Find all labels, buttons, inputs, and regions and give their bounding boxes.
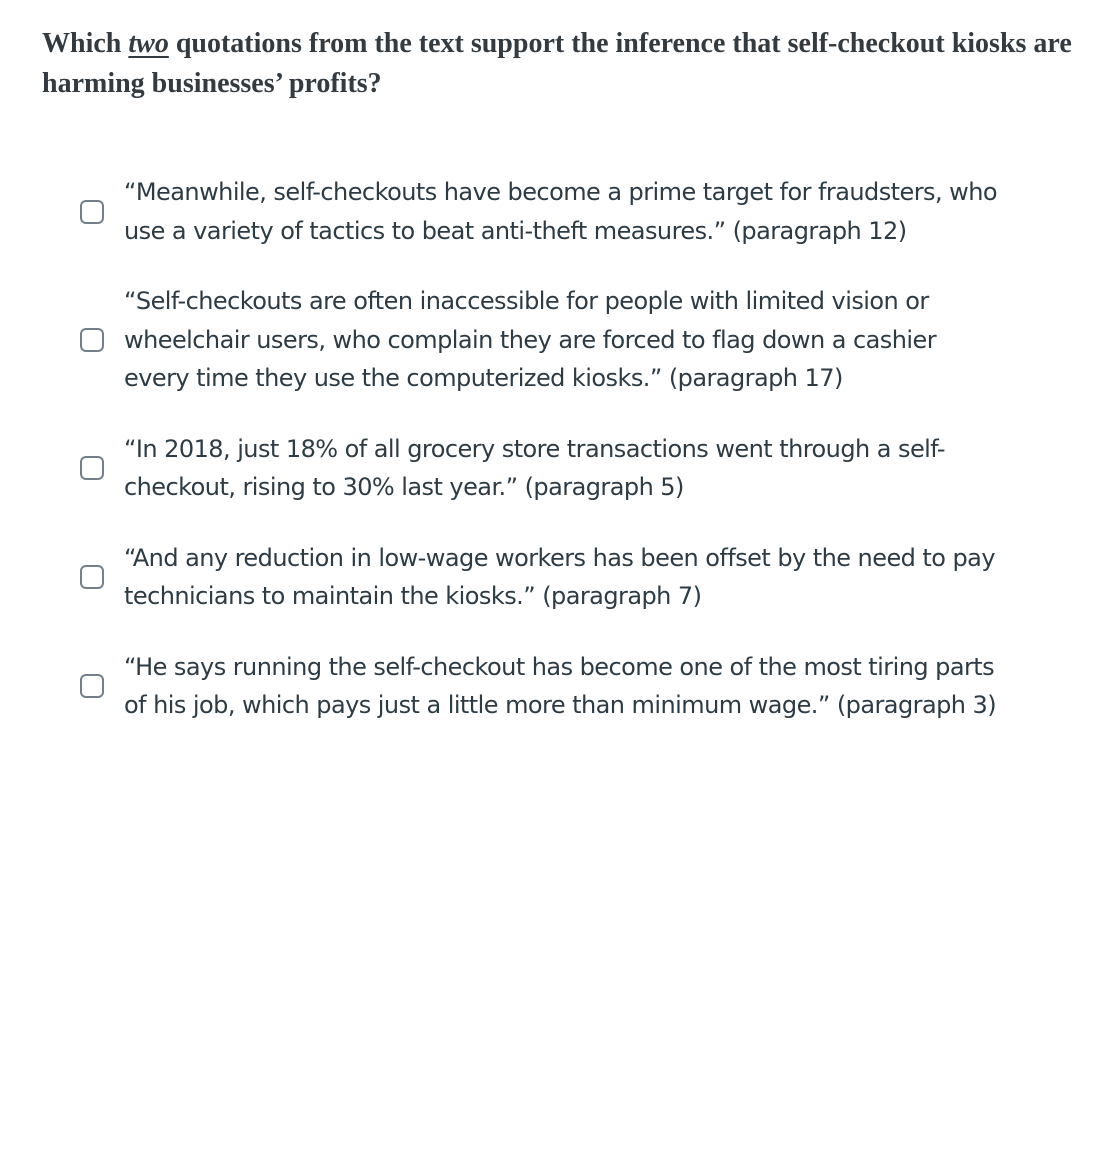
checkbox-1[interactable] (80, 200, 104, 224)
question-prefix: Which (42, 28, 129, 59)
question-text (42, 24, 1092, 104)
answer-choice-1[interactable] (80, 173, 1040, 250)
answer-choice-4[interactable] (80, 539, 1040, 616)
answer-choice-text: “He says running the self-checkout has become one of the most tiring parts of his job, which pays just a little more than minimum wage.” (paragraph 3) (124, 652, 997, 719)
answer-choice-text: “Meanwhile, self-checkouts have become a prime target for fraudsters, who use a variety of tactics to beat anti-theft measures.” (paragraph 12) (124, 178, 998, 245)
checkbox-2[interactable] (80, 328, 104, 352)
answer-choice-2[interactable] (80, 282, 1040, 398)
checkbox-5[interactable] (80, 674, 104, 698)
checkbox-3[interactable] (80, 456, 104, 480)
question-emphasis: two (128, 28, 169, 59)
answer-choice-3[interactable] (80, 430, 1040, 507)
answer-choice-5[interactable] (80, 648, 1040, 725)
checkbox-4[interactable] (80, 565, 104, 589)
answer-choice-text: “Self-checkouts are often inaccessible for people with limited vision or wheelchair users, who complain they are forced to flag down a cashier every time they use the computerized kiosks.” (paragraph 17) (124, 287, 937, 392)
answer-choices (80, 173, 1040, 757)
question-suffix: quotations from the text support the inference that self-checkout kiosks are harming businesses’ profits? (42, 28, 1072, 99)
answer-choice-text: “In 2018, just 18% of all grocery store transactions went through a self-checkout, rising to 30% last year.” (paragraph 5) (124, 434, 945, 501)
answer-choice-text: “And any reduction in low-wage workers has been offset by the need to pay technicians to maintain the kiosks.” (paragraph 7) (124, 543, 995, 610)
